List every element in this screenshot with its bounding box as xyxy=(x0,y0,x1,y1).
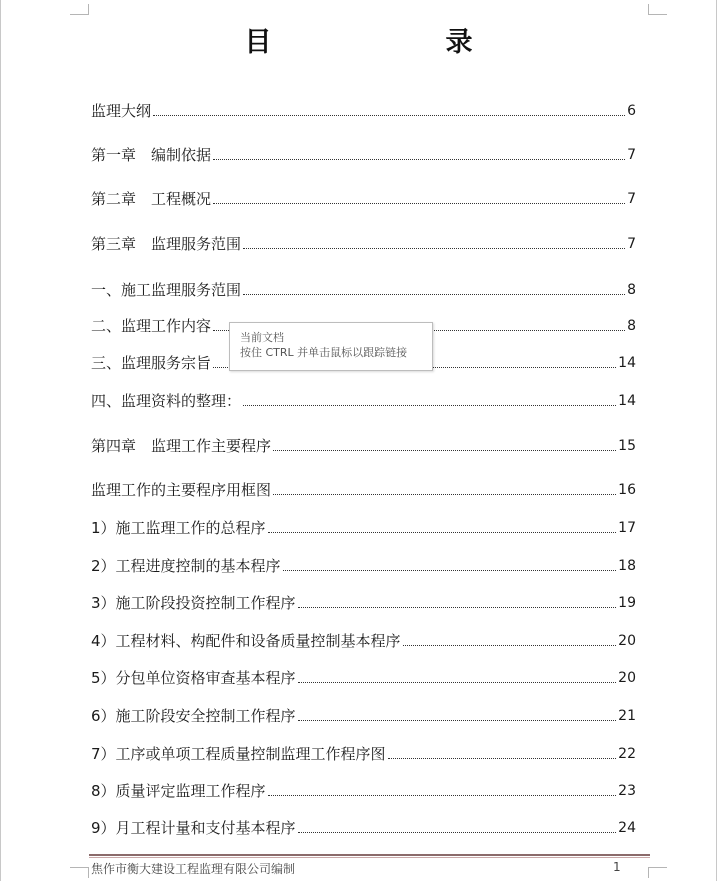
toc-entry-page: 20 xyxy=(618,633,636,649)
toc-dot-leader xyxy=(388,758,617,759)
toc-entry[interactable] xyxy=(91,741,636,763)
toc-dot-leader xyxy=(283,570,617,571)
toc-entry[interactable] xyxy=(91,703,636,725)
toc-entry-label: 四、监理资料的整理： xyxy=(91,392,242,410)
toc-dot-leader xyxy=(268,795,617,796)
toc-entry[interactable] xyxy=(91,231,636,253)
toc-dot-leader xyxy=(268,532,617,533)
crop-mark-top-left xyxy=(70,4,89,15)
toc-dot-leader xyxy=(243,294,625,295)
toc-dot-leader xyxy=(273,494,616,495)
toc-entry-label: 7）工序或单项工程质量控制监理工作程序图 xyxy=(91,745,386,763)
footer-page-number: 1 xyxy=(613,860,621,874)
toc-entry-label: 第三章 监理服务范围 xyxy=(91,235,242,253)
toc-entry[interactable] xyxy=(91,815,636,837)
toc-entry-page: 23 xyxy=(618,783,636,799)
toc-entry[interactable] xyxy=(91,778,636,800)
toc-dot-leader xyxy=(273,450,616,451)
toc-entry-label: 9）月工程计量和支付基本程序 xyxy=(91,819,296,837)
toc-entry-label: 4）工程材料、构配件和设备质量控制基本程序 xyxy=(91,632,401,650)
toc-entry[interactable] xyxy=(91,628,636,650)
crop-mark-bottom-right xyxy=(648,867,667,878)
tooltip-hint: 按住 CTRL 并单击鼠标以跟踪链接 xyxy=(240,346,408,359)
toc-entry-label: 三、监理服务宗旨 xyxy=(91,354,212,372)
toc-entry-label: 监理大纲 xyxy=(91,102,152,120)
toc-entry-page: 14 xyxy=(618,393,636,409)
toc-entry-label: 1）施工监理工作的总程序 xyxy=(91,519,266,537)
toc-entry[interactable] xyxy=(91,433,636,455)
toc-entry-page: 7 xyxy=(627,147,636,163)
toc-entry-page: 19 xyxy=(618,595,636,611)
toc-entry-label: 3）施工阶段投资控制工作程序 xyxy=(91,594,296,612)
toc-entry-label: 8）质量评定监理工作程序 xyxy=(91,782,266,800)
toc-entry[interactable] xyxy=(91,553,636,575)
toc-entry-page: 24 xyxy=(618,820,636,836)
crop-mark-top-right xyxy=(648,4,667,15)
toc-entry-page: 16 xyxy=(618,482,636,498)
toc-entry-label: 第二章 工程概况 xyxy=(91,190,212,208)
toc-dot-leader xyxy=(298,607,617,608)
toc-entry-page: 22 xyxy=(618,746,636,762)
toc-entry[interactable] xyxy=(91,515,636,537)
toc-entry[interactable] xyxy=(91,665,636,687)
toc-entry[interactable] xyxy=(91,142,636,164)
footer-rule-thin xyxy=(89,857,650,858)
toc-entry-label: 二、监理工作内容 xyxy=(91,317,212,335)
toc-dot-leader xyxy=(243,248,625,249)
toc-entry-page: 14 xyxy=(618,355,636,371)
toc-entry-label: 一、施工监理服务范围 xyxy=(91,281,242,299)
toc-dot-leader xyxy=(403,645,617,646)
toc-entry-label: 第一章 编制依据 xyxy=(91,146,212,164)
toc-entry-label: 6）施工阶段安全控制工作程序 xyxy=(91,707,296,725)
toc-dot-leader xyxy=(213,203,625,204)
toc-entry-page: 6 xyxy=(627,103,636,119)
toc-entry-label: 第四章 监理工作主要程序 xyxy=(91,437,272,455)
toc-entry[interactable] xyxy=(91,98,636,120)
toc-entry-page: 8 xyxy=(627,318,636,334)
toc-entry-page: 15 xyxy=(618,438,636,454)
toc-entry-page: 8 xyxy=(627,282,636,298)
page-left-edge xyxy=(0,0,1,881)
toc-entry-label: 2）工程进度控制的基本程序 xyxy=(91,557,281,575)
toc-dot-leader xyxy=(243,405,616,406)
toc-entry-label: 监理工作的主要程序用框图 xyxy=(91,481,272,499)
toc-dot-leader xyxy=(298,832,617,833)
toc-entry[interactable] xyxy=(91,388,636,410)
toc-dot-leader xyxy=(298,682,617,683)
crop-mark-bottom-left xyxy=(70,867,89,878)
toc-entry[interactable] xyxy=(91,186,636,208)
link-tooltip xyxy=(229,322,433,371)
footer-rule xyxy=(89,854,650,856)
footer-company: 焦作市衡大建设工程监理有限公司编制 xyxy=(91,862,296,876)
toc-entry-page: 21 xyxy=(618,708,636,724)
toc-dot-leader xyxy=(153,115,625,116)
toc-entry[interactable] xyxy=(91,277,636,299)
tooltip-title: 当前文档 xyxy=(240,331,284,344)
toc-entry-page: 18 xyxy=(618,558,636,574)
toc-entry[interactable] xyxy=(91,477,636,499)
toc-entry[interactable] xyxy=(91,590,636,612)
toc-entry-label: 5）分包单位资格审查基本程序 xyxy=(91,669,296,687)
toc-dot-leader xyxy=(298,720,617,721)
toc-title: 目 录 xyxy=(244,27,513,58)
toc-entry-page: 17 xyxy=(618,520,636,536)
toc-entry-page: 20 xyxy=(618,670,636,686)
toc-entry-page: 7 xyxy=(627,236,636,252)
toc-dot-leader xyxy=(213,159,625,160)
toc-entry-page: 7 xyxy=(627,191,636,207)
